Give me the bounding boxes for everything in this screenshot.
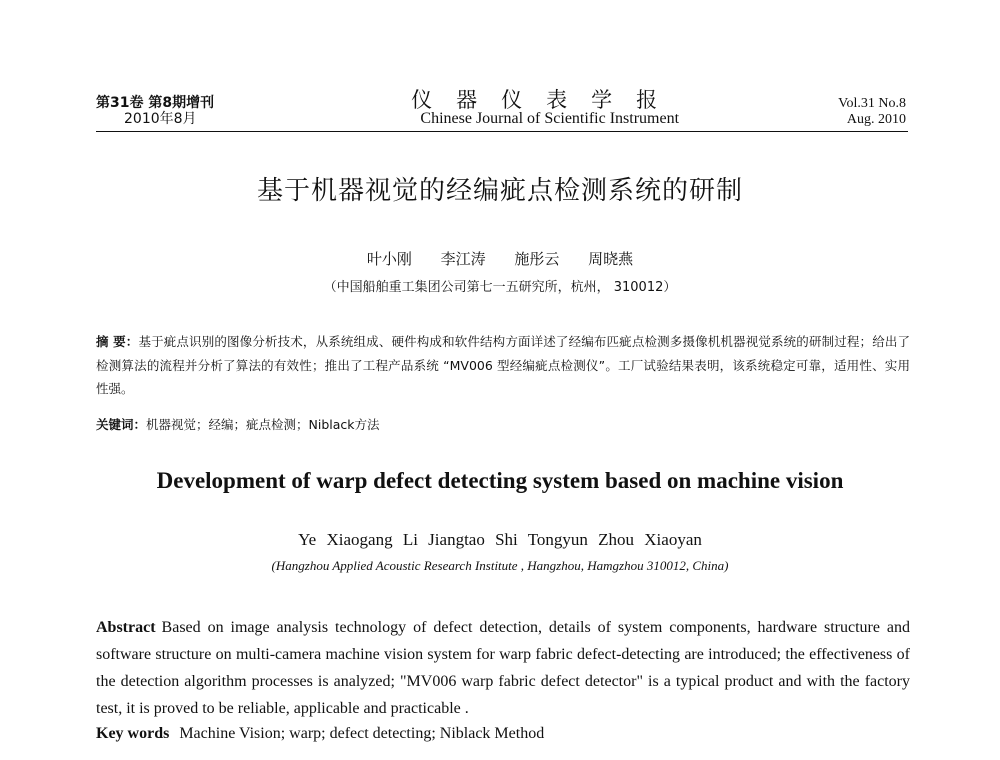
affiliation-cn: （中国船舶重工集团公司第七一五研究所，杭州， 310012） <box>323 280 677 295</box>
keywords-en-text: Machine Vision; warp; defect detecting; Niblack Method <box>179 725 545 742</box>
keywords-cn-label: 关键词： <box>96 417 147 432</box>
paper-title-cn: 基于机器视觉的经编疵点检测系统的研制 <box>256 176 743 206</box>
authors-cn: 叶小刚 李江涛 施彤云 周晓燕 <box>366 250 634 268</box>
affiliation-en: (Hangzhou Applied Acoustic Research Institute , Hangzhou, Hamgzhou 310012, China) <box>271 558 729 573</box>
journal-name-en: Chinese Journal of Scientific Instrument <box>420 110 680 127</box>
keywords-cn <box>96 415 910 433</box>
journal-header-row-2 <box>96 108 906 128</box>
paper-title-en: Development of warp defect detecting system based on machine vision <box>156 468 844 493</box>
keywords-cn-text: 机器视觉；经编；疵点检测；Niblack方法 <box>146 417 380 432</box>
abstract-cn <box>96 330 910 401</box>
volume-issue: 第31卷 第8期增刊 <box>96 95 215 111</box>
header-divider <box>96 131 908 132</box>
abstract-cn-label: 摘 要： <box>96 334 139 349</box>
authors-en: Ye Xiaogang Li Jiangtao Shi Tongyun Zhou Xiaoyan <box>298 530 702 549</box>
volume-number-en: Vol.31 No.8 <box>838 96 906 111</box>
journal-name-cn: 仪器仪表学报 <box>411 88 682 112</box>
issue-date-en: Aug. 2010 <box>846 112 906 127</box>
keywords-en-label: Key words <box>96 725 170 742</box>
abstract-en-label: Abstract <box>96 619 156 636</box>
abstract-en <box>96 614 910 722</box>
abstract-en-text: Based on image analysis technology of defect detection, details of system components, hardware structure and software structure on multi-camera machine vision system for warp fabric defect-detecting are introduced; the effectiveness of the detection algorithm processes is analyzed; "MV006 warp fabric defect detector" is a typical product and with the factory test, it is proved to be reliable, applicable and practicable . <box>96 619 910 717</box>
issue-date-cn: 2010年8月 <box>124 111 197 127</box>
abstract-cn-text: 基于疵点识别的图像分析技术，从系统组成、硬件构成和软件结构方面详述了经编布匹疵点检测多摄像机机器视觉系统的研制过程；给出了检测算法的流程并分析了算法的有效性；推出了工程产品系统 “MV006 型经编疵点检测仪”。工厂试验结果表明，该系统稳定可靠，适用性、实用性强。 <box>96 334 910 396</box>
keywords-en <box>96 725 910 743</box>
